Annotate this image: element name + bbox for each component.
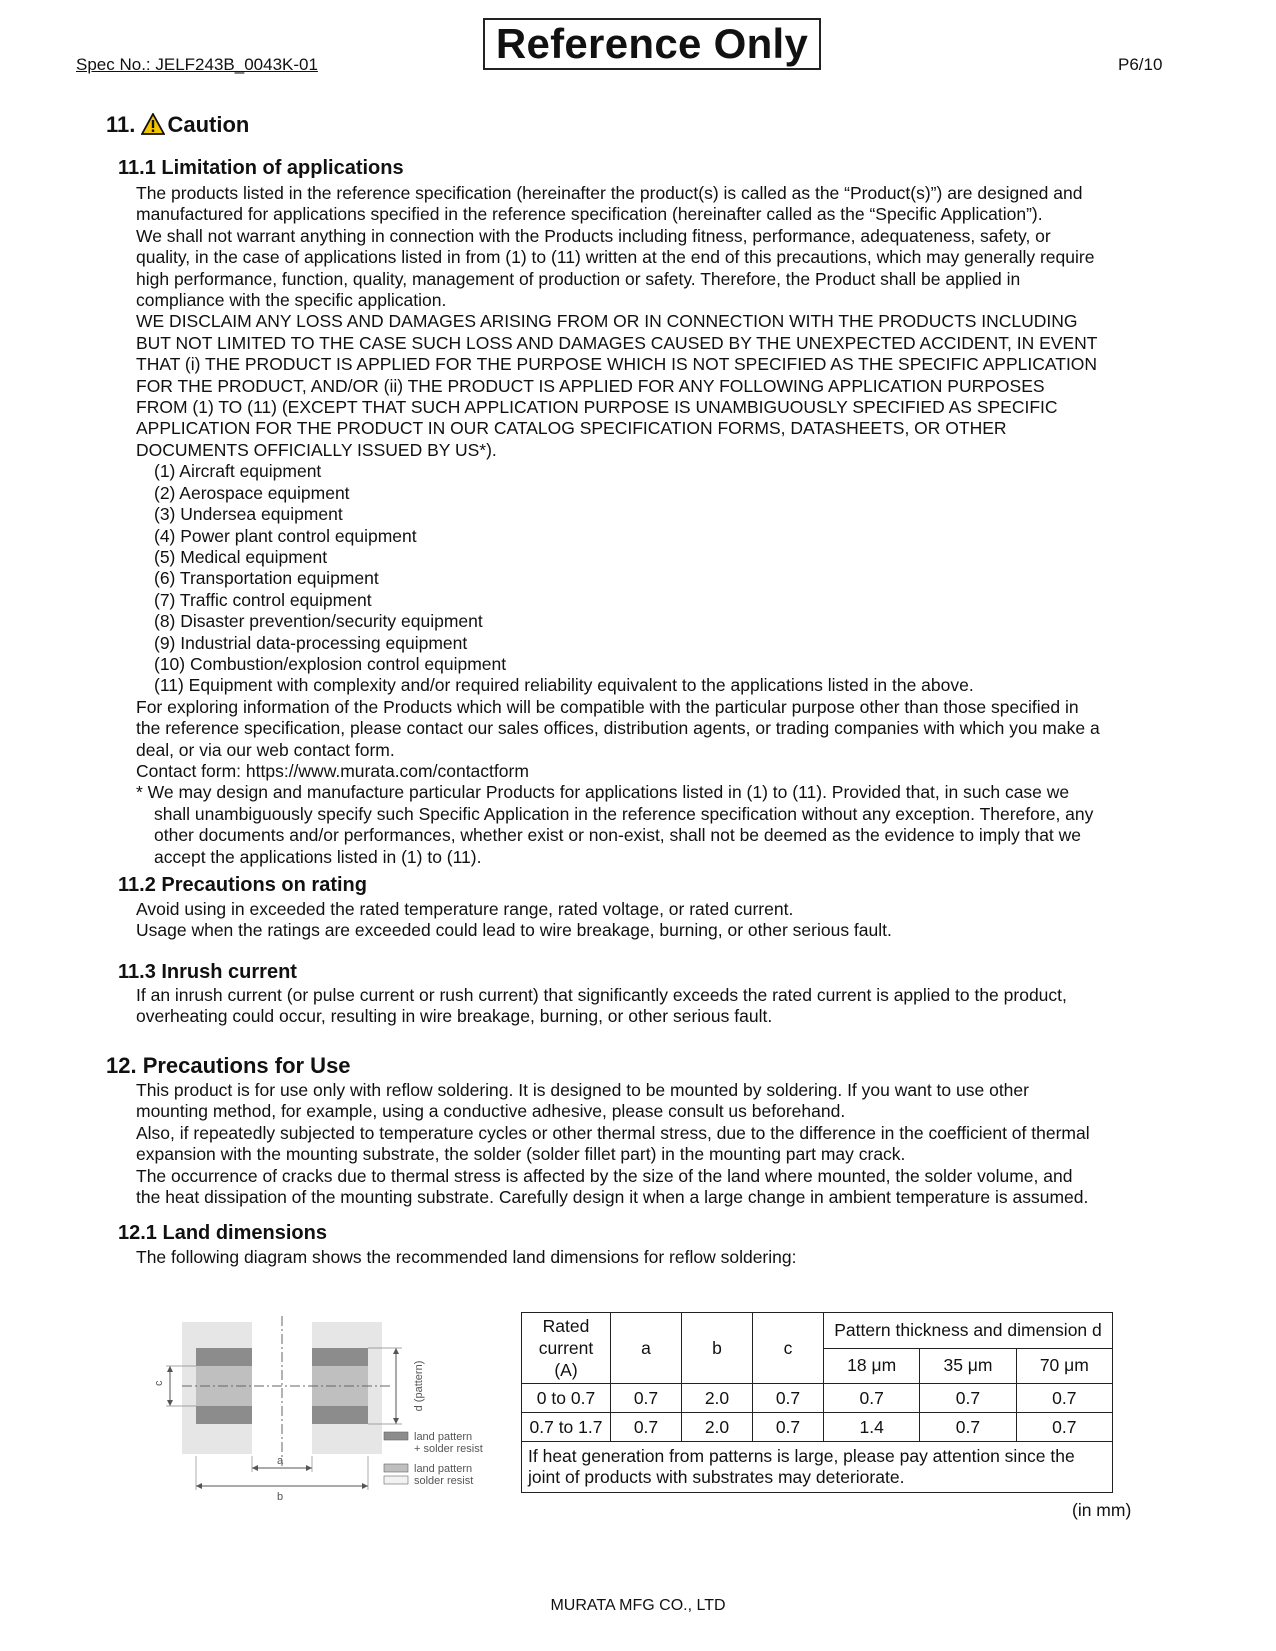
header-70um: 70 μm: [1016, 1348, 1112, 1384]
paragraph-line: The occurrence of cracks due to thermal stress is affected by the size of the land where mounted, the solder volume, and: [136, 1165, 1073, 1186]
paragraph-line: compliance with the specific application.: [136, 290, 447, 311]
land-dimensions-table: [521, 1312, 1113, 1493]
paragraph-line: DOCUMENTS OFFICIALLY ISSUED BY US*).: [136, 439, 497, 460]
label-c: c: [153, 1380, 165, 1386]
list-item: (9) Industrial data-processing equipment: [154, 632, 468, 653]
paragraph-line: Also, if repeatedly subjected to temperature cycles or other thermal stress, due to the difference in the coefficient of thermal: [136, 1122, 1090, 1143]
list-item: (2) Aerospace equipment: [154, 482, 350, 503]
section-12-1-intro: The following diagram shows the recommended land dimensions for reflow soldering:: [136, 1247, 797, 1267]
cell: 0.7: [611, 1413, 682, 1442]
table-note: If heat generation from patterns is large, please pay attention since the joint of products with substrates may deteriorate.: [522, 1442, 1113, 1493]
list-item: (8) Disaster prevention/security equipment: [154, 611, 483, 632]
paragraph-line: manufactured for applications specified in the reference specification (hereinafter called as the “Specific Application”).: [136, 204, 1043, 225]
land-resist-right-top: [312, 1348, 368, 1366]
section-11-number: 11.: [106, 112, 142, 137]
list-item: (4) Power plant control equipment: [154, 525, 417, 546]
warning-triangle-icon: [141, 113, 165, 141]
paragraph-line: deal, or via our web contact form.: [136, 739, 395, 760]
paragraph-line: The products listed in the reference specification (hereinafter the product(s) is called as the “Product(s)”) are designed and: [136, 183, 1083, 203]
list-item: (6) Transportation equipment: [154, 568, 379, 589]
table-row: [522, 1384, 1113, 1413]
footnote-line: accept the applications listed in (1) to (11).: [154, 846, 482, 867]
paragraph-line: We shall not warrant anything in connection with the Products including fitness, performance, adequateness, safety, or: [136, 225, 1051, 246]
section-11-3-body: [136, 985, 1176, 1028]
section-11-title: Caution: [167, 112, 250, 137]
section-11-2-body: [136, 899, 1176, 942]
legend-land-pattern: land pattern: [414, 1463, 473, 1475]
paragraph-line: quality, in the case of applications listed in from (1) to (11) written at the end of this precautions, which may generally require: [136, 247, 1095, 268]
land-resist-left-bottom: [196, 1406, 252, 1424]
paragraph-line: If an inrush current (or pulse current or rush current) that significantly exceeds the rated current is applied to the product,: [136, 985, 1067, 1005]
list-item: (3) Undersea equipment: [154, 504, 343, 525]
section-11-3-heading: 11.3 Inrush current: [118, 961, 297, 983]
cell: 0.7: [753, 1384, 824, 1413]
land-dimension-diagram: [140, 1316, 490, 1502]
header-pattern-thickness: Pattern thickness and dimension d: [824, 1313, 1113, 1349]
list-item: (10) Combustion/explosion control equipment: [154, 653, 507, 674]
cell: 0.7: [1016, 1384, 1112, 1413]
legend-swatch-2: [384, 1464, 408, 1472]
paragraph-line: Usage when the ratings are exceeded could lead to wire breakage, burning, or other serious fault.: [136, 920, 892, 941]
cell: 0 to 0.7: [522, 1384, 611, 1413]
list-item: (5) Medical equipment: [154, 546, 328, 567]
label-b: b: [276, 1491, 284, 1502]
header-b: b: [682, 1313, 753, 1384]
section-11-1-body: [136, 183, 1176, 868]
header-18um: 18 μm: [824, 1348, 920, 1384]
land-resist-left-top: [196, 1348, 252, 1366]
legend-swatch-3: [384, 1476, 408, 1484]
paragraph-line: mounting method, for example, using a conductive adhesive, please consult us beforehand.: [136, 1101, 846, 1122]
section-11-heading: [106, 112, 249, 141]
cell: 0.7 to 1.7: [522, 1413, 611, 1442]
paragraph-line: APPLICATION FOR THE PRODUCT IN OUR CATALOG SPECIFICATION FORMS, DATASHEETS, OR OTHER: [136, 418, 1007, 439]
paragraph-line: This product is for use only with reflow soldering. It is designed to be mounted by soldering. If you want to use other: [136, 1080, 1029, 1100]
cell: 0.7: [611, 1384, 682, 1413]
header-35um: 35 μm: [920, 1348, 1016, 1384]
label-d: d (pattern): [413, 1360, 425, 1412]
list-item: (11) Equipment with complexity and/or required reliability equivalent to the applications listed in the above.: [154, 675, 974, 696]
header-rated-current: Rated current (A): [522, 1313, 611, 1384]
cell: 0.7: [753, 1413, 824, 1442]
paragraph-line: high performance, function, quality, management of production or safety. Therefore, the Product shall be applied in: [136, 268, 1021, 289]
section-11-2-heading: 11.2 Precautions on rating: [118, 874, 367, 896]
footer-company: MURATA MFG CO., LTD: [550, 1597, 726, 1614]
label-a: a: [276, 1455, 284, 1467]
table-row: [522, 1413, 1113, 1442]
section-12-1-heading: 12.1 Land dimensions: [118, 1222, 327, 1244]
paragraph-line: FROM (1) TO (11) (EXCEPT THAT SUCH APPLICATION PURPOSE IS UNAMBIGUOUSLY SPECIFIED AS SPECIFIC: [136, 397, 1058, 418]
paragraph-line: Contact form: https://www.murata.com/contactform: [136, 760, 529, 781]
section-11-1-heading: 11.1 Limitation of applications: [118, 157, 404, 179]
section-12-heading: 12. Precautions for Use: [106, 1053, 351, 1078]
paragraph-line: the heat dissipation of the mounting substrate. Carefully design it when a large change in ambient temperature is assumed.: [136, 1187, 1089, 1208]
list-item: (1) Aircraft equipment: [154, 461, 322, 482]
paragraph-line: overheating could occur, resulting in wire breakage, burning, or other serious fault.: [136, 1006, 773, 1027]
land-resist-right-bottom: [312, 1406, 368, 1424]
paragraph-line: WE DISCLAIM ANY LOSS AND DAMAGES ARISING FROM OR IN CONNECTION WITH THE PRODUCTS INCLUDING: [136, 311, 1078, 332]
footnote-line: other documents and/or performances, whether exist or non-exist, shall not be deemed as the evidence to imply that we: [154, 825, 1082, 846]
paragraph-line: expansion with the mounting substrate, the solder (solder fillet part) in the mounting part may crack.: [136, 1144, 906, 1165]
footnote-line: shall unambiguously specify such Specific Application in the reference specification without any exception. Therefore, any: [154, 803, 1094, 824]
legend-swatch-1: [384, 1432, 408, 1440]
header-a: a: [611, 1313, 682, 1384]
page-number: P6/10: [1118, 55, 1163, 74]
paragraph-line: THAT (i) THE PRODUCT IS APPLIED FOR THE PURPOSE WHICH IS NOT SPECIFIED AS THE SPECIFIC APPLICATION: [136, 354, 1098, 375]
cell: 0.7: [920, 1413, 1016, 1442]
cell: 0.7: [824, 1384, 920, 1413]
legend-land-pattern-resist: land pattern: [414, 1431, 473, 1443]
list-item: (7) Traffic control equipment: [154, 589, 372, 610]
cell: 0.7: [920, 1384, 1016, 1413]
paragraph-line: For exploring information of the Products which will be compatible with the particular purpose other than those specified in: [136, 696, 1079, 717]
paragraph-line: the reference specification, please contact our sales offices, distribution agents, or trading companies with which you make a: [136, 718, 1100, 739]
cell: 1.4: [824, 1413, 920, 1442]
paragraph-line: BUT NOT LIMITED TO THE CASE SUCH LOSS AND DAMAGES CAUSED BY THE UNEXPECTED ACCIDENT, IN EVENT: [136, 332, 1098, 353]
section-12-body: [136, 1080, 1176, 1208]
paragraph-line: FOR THE PRODUCT, AND/OR (ii) THE PRODUCT IS APPLIED FOR ANY FOLLOWING APPLICATION PURPOSES: [136, 375, 1045, 396]
spec-number: Spec No.: JELF243B_0043K-01: [76, 55, 318, 74]
legend-solder-resist: solder resist: [414, 1475, 474, 1487]
unit-label: (in mm): [1072, 1500, 1132, 1520]
paragraph-line: Avoid using in exceeded the rated temperature range, rated voltage, or rated current.: [136, 899, 794, 919]
cell: 2.0: [682, 1384, 753, 1413]
header-c: c: [753, 1313, 824, 1384]
legend-land-pattern-resist-2: + solder resist: [414, 1443, 483, 1455]
cell: 0.7: [1016, 1413, 1112, 1442]
footnote-line: * We may design and manufacture particular Products for applications listed in (1) to (11). Provided that, in such case we: [136, 782, 1070, 803]
reference-only-stamp: Reference Only: [483, 18, 821, 70]
cell: 2.0: [682, 1413, 753, 1442]
footnote: [136, 782, 1176, 868]
